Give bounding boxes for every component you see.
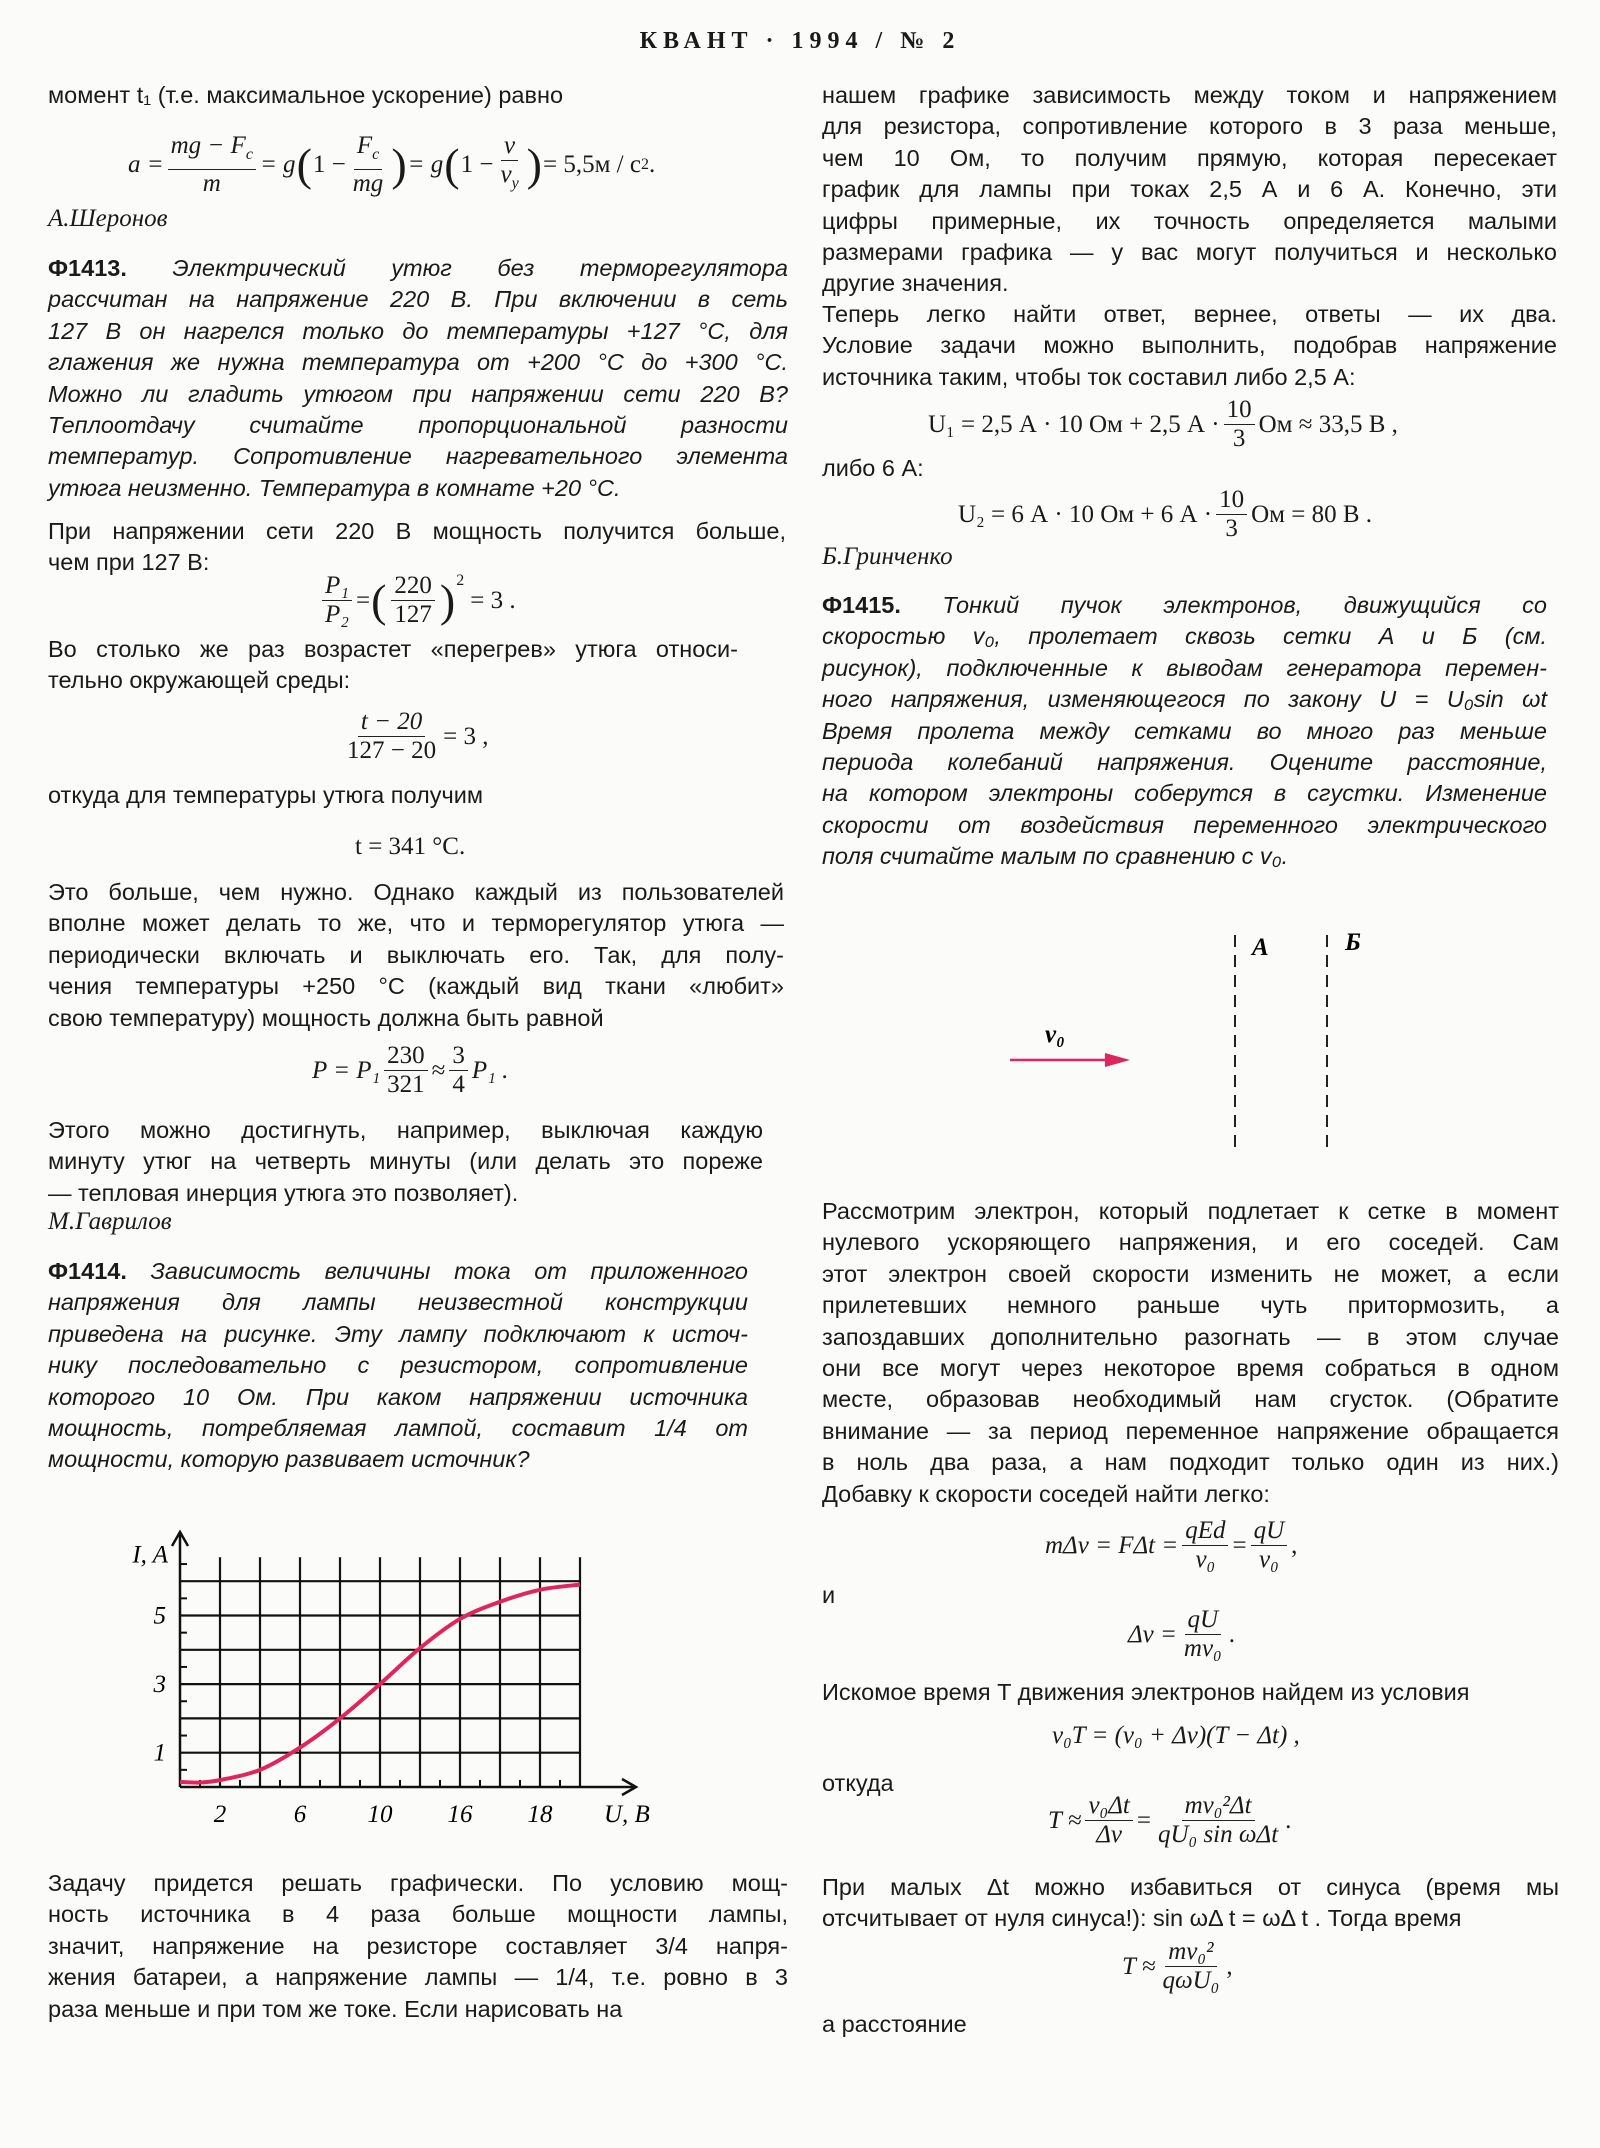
problem-number: Ф1413.: [48, 255, 173, 281]
paragraph: [822, 453, 1122, 484]
formula-part: 220: [391, 572, 435, 601]
formula-part: mv₀²Δt: [1182, 1792, 1255, 1821]
text-line: запоздавших дополнительно разогнать — в этом случае: [822, 1323, 1559, 1350]
y-tick-label: 3: [153, 1671, 166, 1699]
text-line: нашем графике зависимость между током и напряжением: [822, 82, 1557, 108]
formula-part: m: [202, 170, 221, 197]
text-line: периода колебаний напряжения. Оцените расстояние,: [822, 749, 1547, 776]
text-line: поля считайте малым по сравнению с v₀.: [822, 843, 1289, 870]
formula-u1: [928, 396, 1398, 453]
text-line: При напряжении сети 220 В мощность получится больше,: [48, 518, 786, 544]
arrow-head-icon: [1105, 1053, 1130, 1067]
text-line: Можно ли гладить утюгом при напряжении сети 220 В?: [48, 380, 788, 407]
problem-number: Ф1414.: [48, 1258, 151, 1284]
velocity-label: v₀: [1045, 1021, 1065, 1048]
text-line: откуда: [822, 1770, 894, 1796]
text-line: этот электрон своей скорости изменить не может, а если: [822, 1260, 1559, 1287]
formula-part: = 3 ,: [443, 722, 489, 750]
formula-part: 3: [449, 1042, 468, 1071]
text-line: источника таким, чтобы ток составил либо 2,5 А:: [822, 363, 1356, 390]
formula-part: = g: [259, 151, 296, 178]
paragraph: [48, 516, 786, 579]
formula-part: v₀: [1195, 1546, 1216, 1573]
x-tick-label: 6: [293, 1801, 307, 1828]
text-line: мощности, которую развивает источник?: [48, 1446, 530, 1473]
text-line: внимание — за период переменное напряжение обращается: [822, 1417, 1559, 1444]
formula-part: c: [372, 146, 380, 163]
author-signature: А.Шеронов: [48, 205, 168, 232]
paragraph: [822, 1580, 882, 1611]
formula-part: qU₀ sin ωΔt: [1157, 1821, 1279, 1848]
formula-part: a =: [128, 151, 164, 178]
text-line: ность источника в 4 раза больше мощности лампы,: [48, 1901, 788, 1928]
text-line: которого 10 Ом. При каком напряжении источника: [48, 1383, 748, 1410]
text-line: нику последовательно с резистором, сопротивление: [48, 1352, 748, 1379]
formula-part: 10: [1216, 486, 1247, 515]
problem-1413: [48, 253, 788, 504]
text-line: откуда для температуры утюга получим: [48, 782, 484, 808]
text-line: для резистора, сопротивление которого в 3 раза меньше,: [822, 113, 1557, 140]
paragraph: [822, 1872, 1559, 1935]
formula-part: .: [1285, 1806, 1292, 1834]
text-line: другие значения.: [822, 270, 1009, 297]
formula-part: Ом ≈ 33,5 В ,: [1258, 410, 1398, 438]
paragraph: [48, 80, 668, 111]
formula-part: F: [356, 132, 373, 159]
formula-part: ,: [1226, 1952, 1233, 1980]
formula-part: qEd: [1182, 1517, 1228, 1546]
formula-part: 10: [1224, 396, 1255, 425]
paragraph: [822, 2009, 1122, 2040]
grid-b-label: Б: [1345, 929, 1361, 956]
paragraph: [822, 1768, 1022, 1799]
formula-time-final: [1122, 1938, 1233, 1995]
formula-part: 230: [384, 1042, 428, 1071]
formula-part: 321: [387, 1071, 425, 1098]
formula-part: mg − F: [170, 132, 246, 159]
formula-part: t − 20: [358, 708, 425, 737]
formula-momentum: [1045, 1517, 1297, 1574]
text-line: Условие задачи можно выполнить, подобрав напряжение: [822, 332, 1557, 359]
formula-part: v₀: [1258, 1546, 1279, 1573]
text-line: а расстояние: [822, 2011, 967, 2037]
text-line: глажения же нужна температура от +200 °C до +300 °C.: [48, 349, 788, 376]
text-line: Это больше, чем нужно. Однако каждый из пользователей: [48, 879, 784, 905]
formula-part: mΔv = FΔt =: [1045, 1531, 1179, 1559]
text-line: Ф1413. Электрический утюг без терморегулятора: [48, 255, 788, 281]
formula-acceleration: a = $\frac{mg - F_c}{m}$ = g ( 1 − $\frac{F_c}{mg}$ ) = g ( 1 − $\frac{v}{v_y}$ ) = 5,5м / с 2 .: [128, 132, 656, 197]
paragraph: [48, 780, 668, 811]
formula-part: qU: [1185, 1606, 1222, 1635]
author-signature: М.Гаврилов: [48, 1208, 172, 1235]
text-line: в ноль два раза, а нам подходит только один из них.): [822, 1449, 1559, 1476]
text-line: отсчитывает от нуля синуса!): sin ωΔ t = ωΔ t . Тогда время: [822, 1905, 1462, 1932]
text-line: месте, образовав необходимый нам сгусток. (Обратите: [822, 1386, 1559, 1413]
text-line: цифры примерные, их точность определяется малыми: [822, 207, 1557, 234]
text-line: они все могут через некоторое время собраться в одном: [822, 1355, 1559, 1382]
text-line: ного напряжения, изменяющегося по закону U = U₀sin ωt: [822, 686, 1547, 713]
formula-part: mv₀: [1183, 1635, 1222, 1662]
formula-part: qU: [1251, 1517, 1288, 1546]
formula-part: P₁ .: [471, 1056, 509, 1084]
text-line: нулевого ускоряющего напряжения, и его соседей. Сам: [822, 1229, 1559, 1256]
formula-part: 2: [456, 572, 465, 589]
formula-part: = g: [407, 151, 444, 178]
text-line: температур. Сопротивление нагревательного элемента: [48, 443, 788, 470]
paragraph: [822, 80, 1557, 300]
formula-part: ,: [1291, 1531, 1298, 1559]
formula-part: =: [355, 586, 371, 614]
text-line: скоростью v₀, пролетает сквозь сетки А и Б (см.: [822, 623, 1547, 650]
formula-part: ≈: [431, 1056, 446, 1084]
text-line: чем при 127 В:: [48, 549, 210, 576]
text-line: Ф1414. Зависимость величины тока от приложенного: [48, 1258, 748, 1284]
text-line: вполне может делать то же, что и терморегулятор утюга —: [48, 910, 784, 937]
text-line: напряжения для лампы неизвестной конструкции: [48, 1289, 748, 1316]
text-line: минуту утюг на четверть минуты (или делать это пореже: [48, 1148, 763, 1175]
formula-part: Δv =: [1128, 1620, 1177, 1648]
text-line: утюга неизменно. Температура в комнате +20 °C.: [48, 474, 621, 501]
text-line: периодически включать и выключать его. Так, для полу-: [48, 941, 784, 968]
formula-part: .: [1228, 1620, 1235, 1648]
y-tick-label: 1: [153, 1739, 166, 1767]
formula-part: = 5,5м / с: [543, 151, 641, 178]
text-line: значит, напряжение на резисторе составляет 3/4 напря-: [48, 1932, 788, 1959]
formula-time: [1048, 1792, 1291, 1849]
formula-part: T ≈: [1048, 1806, 1082, 1834]
formula-part: P₁: [322, 572, 352, 601]
formula-power: [312, 1042, 508, 1099]
text-line: жения батареи, а напряжение лампы — 1/4, т.е. ровно в 3: [48, 1964, 788, 1991]
formula-part: 3: [1232, 425, 1246, 452]
formula-part: 3: [1225, 515, 1238, 542]
text-line: свою температуру) мощность должна быть равной: [48, 1004, 604, 1031]
x-tick-label: 18: [527, 1801, 553, 1828]
text-line: Рассмотрим электрон, который подлетает к сетке в момент: [822, 1198, 1559, 1224]
text-line: рисунок), подключенные к выводам генератора перемен-: [822, 654, 1547, 681]
formula-part: 127: [394, 601, 432, 628]
paragraph: [822, 299, 1557, 393]
formula-part: P = P₁: [312, 1056, 381, 1084]
text-line: Искомое время T движения электронов найдем из условия: [822, 1679, 1470, 1705]
text-line: чем 10 Ом, то получим прямую, которая пересекает: [822, 144, 1557, 171]
text-line: чения температуры +250 °C (каждый вид ткани «любит»: [48, 973, 784, 1000]
formula-part: y: [511, 175, 519, 192]
problem-1414: [48, 1256, 748, 1476]
x-tick-label: 16: [447, 1801, 473, 1828]
author-signature: Б.Гринченко: [822, 543, 953, 570]
formula-part: v: [500, 161, 512, 188]
formula-overheat: [340, 708, 488, 765]
x-tick-label: 10: [367, 1801, 393, 1828]
formula-temperature: t = 341 °C.: [355, 833, 466, 860]
formula-part: Ом = 80 В .: [1251, 500, 1373, 528]
problem-number: Ф1415.: [822, 592, 943, 618]
formula-part: v₀Δt: [1085, 1792, 1132, 1821]
y-axis-label: I, A: [132, 1541, 168, 1569]
paragraph: [48, 1868, 788, 2025]
formula-part: c: [245, 146, 253, 163]
text-line: мощность, потребляемая лампой, составит 1/4 от: [48, 1415, 748, 1442]
formula-part: mv₀²: [1165, 1938, 1216, 1967]
text-line: Теплоотдачу считайте пропорциональной разности: [48, 412, 788, 439]
formula-part: 1 −: [312, 151, 346, 178]
text-line: размерами графика — у вас могут получиться и несколько: [822, 239, 1557, 266]
formula-part: 1 −: [460, 151, 494, 178]
formula-part: =: [1136, 1806, 1151, 1834]
text-line: скорости от воздействия переменного электрического: [822, 811, 1547, 838]
text-line: график для лампы при токах 2,5 А и 6 А. Конечно, эти: [822, 176, 1557, 203]
grid-a-label: А: [1252, 934, 1269, 961]
text-line: момент t₁ (т.е. максимальное ускорение) равно: [48, 82, 564, 108]
formula-part: =: [1232, 1531, 1247, 1559]
paragraph: [822, 1677, 1559, 1708]
formula-part: v: [501, 132, 518, 161]
text-line: тельно окружающей среды:: [48, 667, 351, 694]
text-line: Ф1415. Тонкий пучок электронов, движущийся со: [822, 592, 1547, 618]
current-voltage-chart: [120, 1520, 720, 1840]
text-line: 127 В он нагрелся только до температуры +127 °C, для: [48, 317, 788, 344]
text-line: Добавку к скорости соседей найти легко:: [822, 1480, 1270, 1507]
text-line: Время пролета между сетками во много раз меньше: [822, 717, 1547, 744]
text-line: Во столько же раз возрастет «перегрев» утюга относи-: [48, 636, 738, 662]
paragraph: [822, 1196, 1559, 1510]
text-line: на котором электроны соберутся в сгустки. Изменение: [822, 780, 1547, 807]
formula-part: mg: [352, 170, 384, 197]
y-tick-label: 5: [153, 1602, 166, 1630]
text-line: Задачу придется решать графически. По условию мощ-: [48, 1870, 788, 1896]
text-line: — тепловая инерция утюга это позволяет).: [48, 1179, 519, 1206]
formula-part: .: [648, 151, 656, 178]
electron-grid-diagram: [990, 900, 1410, 1180]
text-line: либо 6 А:: [822, 455, 924, 481]
formula-part: qωU₀: [1162, 1967, 1220, 1994]
paragraph: [48, 634, 738, 697]
formula-part: U₂ = 6 А · 10 Ом + 6 А ·: [958, 500, 1213, 528]
formula-part: Δv: [1096, 1821, 1123, 1848]
paragraph: [48, 877, 784, 1034]
formula-part: T ≈: [1122, 1952, 1156, 1980]
text-line: Этого можно достигнуть, например, выключая каждую: [48, 1117, 763, 1143]
formula-delta-v: [1128, 1606, 1235, 1663]
formula-power-ratio: $\frac{\text{P₁}}{\text{P₂}}$ = ( $\frac{220}{127}$ ) $^2$ = 3 .: [318, 572, 516, 629]
paragraph: [48, 1115, 763, 1209]
running-header: КВАНТ · 1994 / № 2: [639, 28, 961, 54]
x-axis-label: U, B: [604, 1801, 650, 1828]
x-tick-label: 2: [213, 1801, 227, 1828]
text-line: и: [822, 1582, 836, 1608]
text-line: раза меньше и при том же токе. Если нарисовать на: [48, 1995, 623, 2022]
text-line: Теперь легко найти ответ, вернее, ответы — их два.: [822, 301, 1557, 327]
text-line: При малых Δt можно избавиться от синуса (время мы: [822, 1874, 1559, 1900]
formula-part: = 3 .: [470, 586, 516, 614]
formula-part: P₂: [325, 601, 349, 628]
formula-part: U₁ = 2,5 А · 10 Ом + 2,5 А ·: [928, 410, 1220, 438]
formula-u2: [958, 486, 1372, 543]
formula-part: 2: [640, 156, 649, 173]
text-line: прилетевших немного раньше чуть притормозить, а: [822, 1292, 1559, 1319]
formula-part: 4: [452, 1071, 465, 1098]
formula-time-condition: v₀T = (v₀ + Δv)(T − Δt) ,: [1052, 1722, 1300, 1749]
problem-1415: [822, 590, 1547, 873]
text-line: рассчитан на напряжение 220 В. При включении в сеть: [48, 286, 788, 313]
text-line: приведена на рисунке. Эту лампу подключают к источ-: [48, 1320, 748, 1347]
formula-part: 127 − 20: [347, 737, 437, 764]
